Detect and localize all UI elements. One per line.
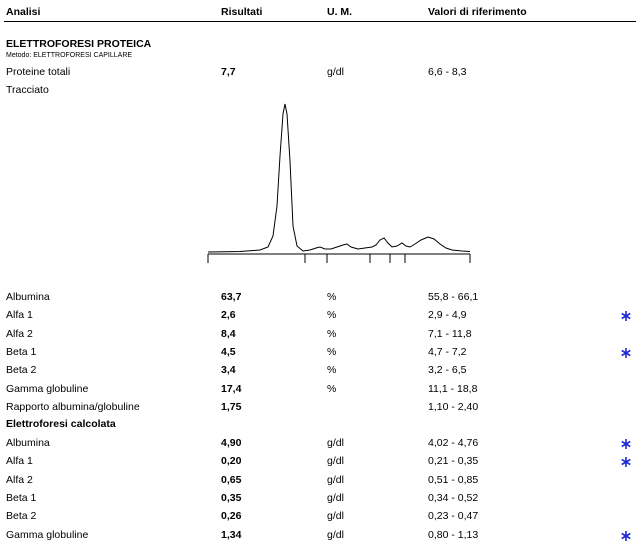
row-unit: g/dl [327, 510, 344, 523]
section-title: ELETTROFORESI PROTEICA [6, 38, 152, 50]
row-value: 0,35 [221, 491, 242, 504]
asterisk-icon [620, 456, 632, 468]
header-analisi: Analisi [6, 6, 41, 18]
row-name: Alfa 1 [6, 455, 33, 468]
row-range: 7,1 - 11,8 [428, 327, 472, 340]
asterisk-icon [620, 347, 632, 359]
row-range: 0,80 - 1,13 [428, 528, 479, 541]
proteine-name: Proteine totali [6, 66, 71, 78]
row-value: 4,5 [221, 345, 236, 358]
row-value: 0,65 [221, 473, 242, 486]
row-range: 1,10 - 2,40 [428, 400, 479, 413]
row-name: Gamma globuline [6, 382, 89, 395]
row-unit: g/dl [327, 437, 344, 449]
method-label: Metodo: ELETTROFORESI CAPILLARE [6, 52, 133, 59]
row-value: 8,4 [221, 327, 236, 340]
row-name: Albumina [6, 437, 50, 449]
row-name: Rapporto albumina/globuline [6, 400, 140, 413]
row-range: 0,21 - 0,35 [428, 455, 479, 468]
trace-curve [208, 104, 470, 252]
row-value: 1,75 [221, 400, 242, 413]
tracciato-label: Tracciato [6, 84, 49, 96]
header-divider [4, 21, 636, 22]
row-range: 4,02 - 4,76 [428, 437, 479, 449]
row-range: 4,7 - 7,2 [428, 345, 467, 358]
row-value: 0,20 [221, 455, 242, 468]
row-value: 4,90 [221, 437, 242, 449]
row-name: Albumina [6, 291, 50, 303]
row-unit: g/dl [327, 473, 344, 486]
proteine-range: 6,6 - 8,3 [428, 66, 467, 78]
row-value: 63,7 [221, 291, 242, 303]
row-unit: % [327, 309, 337, 322]
row-unit: g/dl [327, 491, 344, 504]
asterisk-icon [620, 310, 632, 322]
row-value: 0,26 [221, 510, 242, 523]
row-name: Beta 1 [6, 345, 37, 358]
row-unit: % [327, 345, 337, 358]
proteine-value: 7,7 [221, 66, 236, 78]
row-unit: % [327, 291, 337, 303]
electrophoresis-trace [200, 96, 480, 268]
row-range: 0,51 - 0,85 [428, 473, 479, 486]
row-name: Beta 2 [6, 510, 37, 523]
header-risultati: Risultati [221, 6, 263, 18]
row-name: Alfa 1 [6, 309, 33, 322]
row-value: 1,34 [221, 528, 242, 541]
row-unit: % [327, 327, 337, 340]
row-range: 0,34 - 0,52 [428, 491, 479, 504]
row-name: Beta 1 [6, 491, 37, 504]
row-unit: g/dl [327, 455, 344, 468]
row-range: 55,8 - 66,1 [428, 291, 479, 303]
row-range: 3,2 - 6,5 [428, 364, 467, 377]
row-name: Alfa 2 [6, 327, 33, 340]
row-unit: % [327, 382, 337, 395]
row-name: Alfa 2 [6, 473, 33, 486]
row-range: 11,1 - 18,8 [428, 382, 478, 395]
row-value: 2,6 [221, 309, 236, 322]
row-name: Gamma globuline [6, 528, 89, 541]
row-value: 17,4 [221, 382, 242, 395]
row-unit: % [327, 364, 337, 377]
row-range: 0,23 - 0,47 [428, 510, 479, 523]
asterisk-icon [620, 530, 632, 542]
row-name: Beta 2 [6, 364, 37, 377]
section2-title: Elettroforesi calcolata [6, 418, 116, 430]
header-um: U. M. [327, 6, 353, 18]
row-unit: g/dl [327, 528, 344, 541]
row-range: 2,9 - 4,9 [428, 309, 467, 322]
asterisk-icon [620, 438, 632, 450]
row-value: 3,4 [221, 364, 236, 377]
proteine-unit: g/dl [327, 66, 344, 78]
header-valori: Valori di riferimento [428, 6, 527, 18]
table-header [0, 4, 640, 22]
